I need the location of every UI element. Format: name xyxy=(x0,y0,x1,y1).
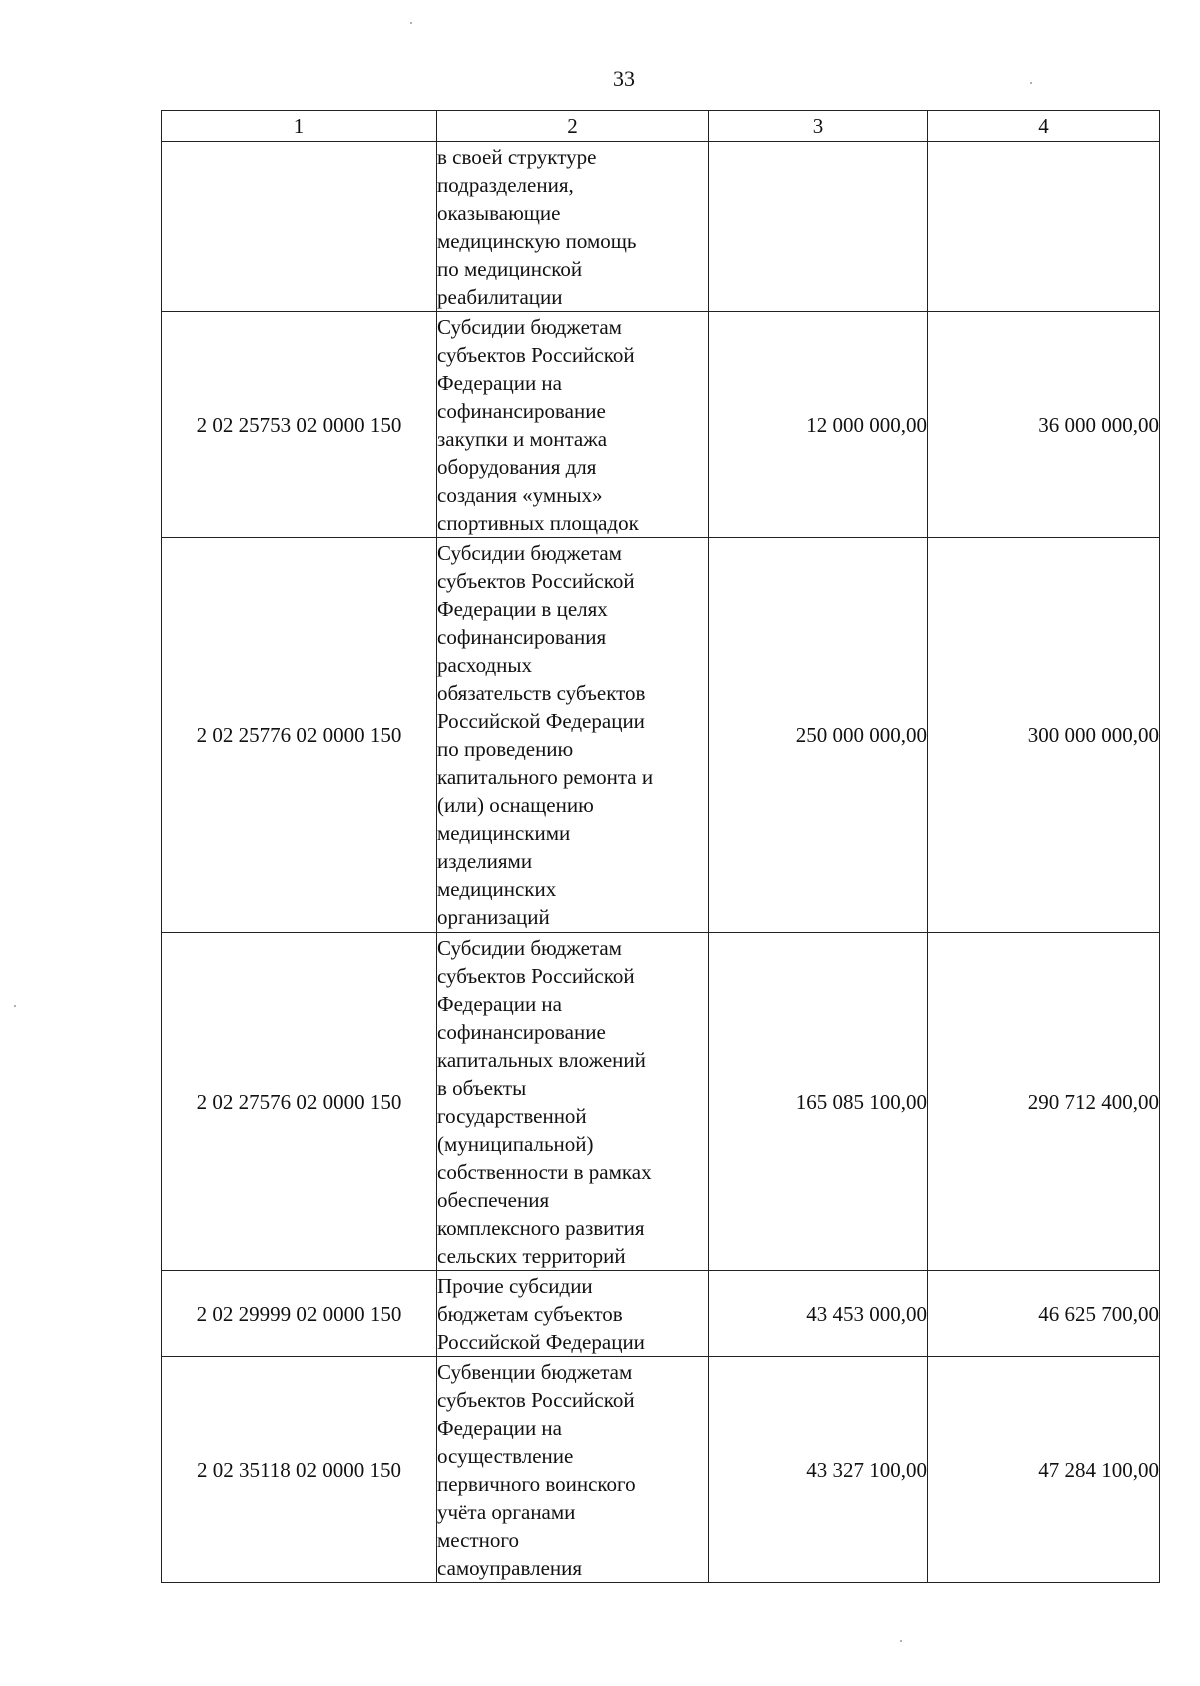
value-col4-cell: 46 625 700,00 xyxy=(928,1271,1160,1357)
table-body xyxy=(162,142,1160,1583)
page-number: 33 xyxy=(613,66,635,91)
budget-code-cell: 2 02 27576 02 0000 150 xyxy=(162,933,437,1271)
column-header-4: 4 xyxy=(928,111,1160,142)
value-col3-cell: 43 327 100,00 xyxy=(709,1357,928,1583)
budget-code-cell: 2 02 25753 02 0000 150 xyxy=(162,312,437,538)
value-col3-cell xyxy=(709,142,928,312)
scan-speck xyxy=(410,22,412,24)
description-cell: в своей структуре подразделения, оказывающие медицинскую помощь по медицинской реабилитации xyxy=(437,142,709,312)
value-col4-cell: 290 712 400,00 xyxy=(928,933,1160,1271)
table-row xyxy=(162,312,1160,538)
value-col4-cell: 47 284 100,00 xyxy=(928,1357,1160,1583)
scan-speck xyxy=(14,1005,16,1007)
budget-code-cell: 2 02 35118 02 0000 150 xyxy=(162,1357,437,1583)
description-cell: Субвенции бюджетам субъектов Российской Федерации на осуществление первичного воинского учёта органами местного самоуправления xyxy=(437,1357,709,1583)
description-cell: Субсидии бюджетам субъектов Российской Федерации на софинансирование закупки и монтажа оборудования для создания «умных» спортивных площадок xyxy=(437,312,709,538)
value-col4-cell xyxy=(928,142,1160,312)
value-col3-cell: 12 000 000,00 xyxy=(709,312,928,538)
value-col4-cell: 36 000 000,00 xyxy=(928,312,1160,538)
description-cell: Прочие субсидии бюджетам субъектов Российской Федерации xyxy=(437,1271,709,1357)
column-header-3: 3 xyxy=(709,111,928,142)
table-row xyxy=(162,1357,1160,1583)
table-row xyxy=(162,142,1160,312)
budget-table xyxy=(161,110,1160,1583)
description-cell: Субсидии бюджетам субъектов Российской Федерации в целях софинансирования расходных обязательств субъектов Российской Федерации по проведению капитального ремонта и (или) оснащению медицинскими изделиями медицинских организаций xyxy=(437,538,709,933)
budget-code-cell xyxy=(162,142,437,312)
value-col3-cell: 43 453 000,00 xyxy=(709,1271,928,1357)
table-row xyxy=(162,933,1160,1271)
value-col3-cell: 250 000 000,00 xyxy=(709,538,928,933)
budget-code-cell: 2 02 29999 02 0000 150 xyxy=(162,1271,437,1357)
value-col3-cell: 165 085 100,00 xyxy=(709,933,928,1271)
header-row xyxy=(162,111,1160,142)
scan-speck xyxy=(1030,82,1032,84)
description-cell: Субсидии бюджетам субъектов Российской Федерации на софинансирование капитальных вложений в объекты государственной (муниципальной) собственности в рамках обеспечения комплексного развития сельских территорий xyxy=(437,933,709,1271)
column-header-1: 1 xyxy=(162,111,437,142)
table-header xyxy=(162,111,1160,142)
table-row xyxy=(162,538,1160,933)
column-header-2: 2 xyxy=(437,111,709,142)
scan-speck xyxy=(900,1640,902,1642)
budget-code-cell: 2 02 25776 02 0000 150 xyxy=(162,538,437,933)
table-row xyxy=(162,1271,1160,1357)
value-col4-cell: 300 000 000,00 xyxy=(928,538,1160,933)
